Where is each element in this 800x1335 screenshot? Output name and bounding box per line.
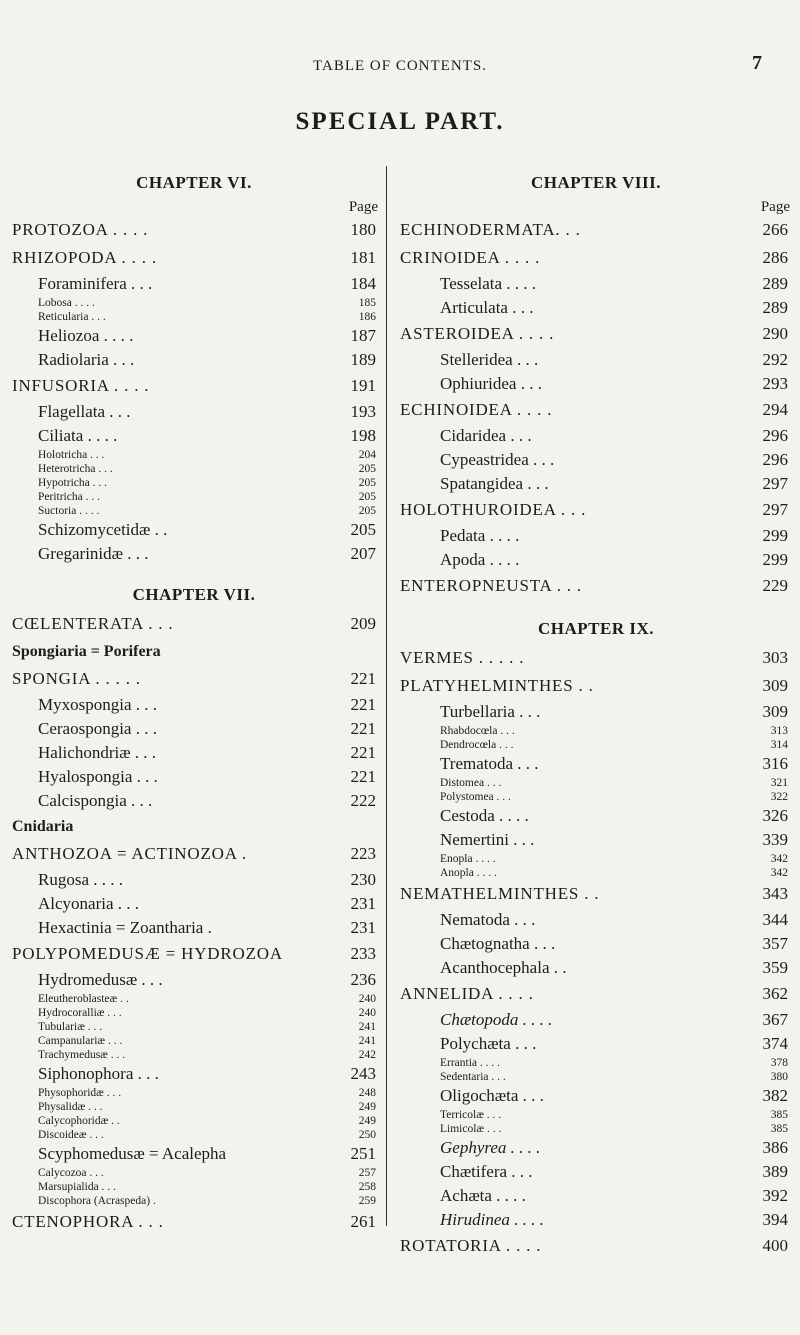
toc-entry-title: Polychæta . . . bbox=[440, 1034, 537, 1053]
toc-entry-title: ENTEROPNEUSTA . . . bbox=[400, 576, 582, 595]
toc-entry-page: 193 bbox=[350, 402, 376, 421]
toc-entry-title: Halichondriæ . . . bbox=[38, 743, 157, 762]
toc-entry-title: Campanulariæ . . . bbox=[38, 1035, 123, 1047]
toc-entry-page: 221 bbox=[350, 767, 376, 786]
toc-entry-page: 259 bbox=[358, 1195, 376, 1207]
toc-entry-page: 286 bbox=[762, 248, 788, 267]
toc-entry[interactable] bbox=[8, 542, 380, 566]
toc-entry-page: 316 bbox=[762, 754, 788, 773]
toc-entry-title: Trachymedusæ . . . bbox=[38, 1049, 126, 1061]
page-column-label: Page bbox=[760, 199, 790, 215]
toc-entry-title: ANTHOZOA = ACTINOZOA . bbox=[12, 844, 247, 863]
toc-entry[interactable] bbox=[8, 1128, 380, 1142]
toc-entry[interactable] bbox=[400, 738, 792, 752]
toc-entry[interactable] bbox=[8, 1086, 380, 1100]
toc-entry[interactable] bbox=[400, 496, 792, 524]
toc-entry[interactable] bbox=[400, 472, 792, 496]
toc-entry-page: 344 bbox=[762, 910, 788, 929]
toc-entry-title: Dendrocœla . . . bbox=[440, 739, 514, 751]
toc-entry[interactable] bbox=[400, 1136, 792, 1160]
right-column bbox=[400, 168, 792, 1260]
toc-entry[interactable] bbox=[400, 1008, 792, 1032]
toc-entry[interactable] bbox=[400, 1056, 792, 1070]
toc-entry-page: 289 bbox=[762, 298, 788, 317]
toc-entry-title: NEMATHELMINTHES . . bbox=[400, 884, 600, 903]
toc-entry[interactable] bbox=[400, 524, 792, 548]
toc-entry-page: 296 bbox=[762, 450, 788, 469]
toc-entry-title: Rugosa . . . . bbox=[38, 870, 123, 889]
toc-entry-page: 359 bbox=[762, 958, 788, 977]
toc-entry-page: 292 bbox=[762, 350, 788, 369]
toc-entry[interactable] bbox=[400, 320, 792, 348]
toc-entry-title: Hydromedusæ . . . bbox=[38, 970, 163, 989]
section-heading bbox=[8, 813, 380, 840]
toc-entry-title: Heterotricha . . . bbox=[38, 463, 113, 475]
toc-entry-title: Flagellata . . . bbox=[38, 402, 131, 421]
toc-entry-page: 258 bbox=[358, 1181, 376, 1193]
toc-entry-page: 187 bbox=[350, 326, 376, 345]
toc-entry[interactable] bbox=[400, 1070, 792, 1084]
toc-entry-page: 299 bbox=[762, 550, 788, 569]
toc-entry[interactable] bbox=[400, 776, 792, 790]
toc-entry-title: Distomea . . . bbox=[440, 777, 502, 789]
toc-entry[interactable] bbox=[400, 752, 792, 776]
toc-entry-title: Discophora (Acraspeda) . bbox=[38, 1195, 156, 1207]
toc-entry-page: 385 bbox=[770, 1123, 788, 1135]
toc-entry-page: 205 bbox=[358, 463, 376, 475]
toc-entry-page: 251 bbox=[350, 1144, 376, 1163]
toc-entry-page: 205 bbox=[358, 477, 376, 489]
toc-entry-title: Spatangidea . . . bbox=[440, 474, 549, 493]
toc-entry-page: 240 bbox=[358, 1007, 376, 1019]
toc-entry[interactable] bbox=[8, 476, 380, 490]
toc-entry[interactable] bbox=[400, 804, 792, 828]
toc-entry[interactable] bbox=[8, 765, 380, 789]
toc-entry-title: Hirudinea . . . . bbox=[440, 1210, 544, 1229]
toc-entry[interactable] bbox=[400, 724, 792, 738]
toc-entry-page: 294 bbox=[762, 400, 788, 419]
toc-entry-page: 221 bbox=[350, 719, 376, 738]
toc-entry[interactable] bbox=[400, 1032, 792, 1056]
toc-entry[interactable] bbox=[8, 1208, 380, 1236]
toc-entry-title: PLATYHELMINTHES . . bbox=[400, 676, 594, 695]
toc-entry-title: Gregarinidæ . . . bbox=[38, 544, 149, 563]
toc-entry-page: 380 bbox=[770, 1071, 788, 1083]
toc-entry-title: Marsupialida . . . bbox=[38, 1181, 116, 1193]
toc-entry[interactable] bbox=[400, 700, 792, 724]
toc-entry-title: Tubulariæ . . . bbox=[38, 1021, 103, 1033]
toc-entry[interactable] bbox=[8, 1114, 380, 1128]
toc-entry-page: 186 bbox=[358, 311, 376, 323]
toc-entry[interactable] bbox=[8, 504, 380, 518]
toc-entry-page: 322 bbox=[770, 791, 788, 803]
toc-entry[interactable] bbox=[400, 1160, 792, 1184]
toc-entry-page: 314 bbox=[770, 739, 788, 751]
toc-entry[interactable] bbox=[8, 518, 380, 542]
toc-entry-title: CRINOIDEA . . . . bbox=[400, 248, 541, 267]
toc-entry[interactable] bbox=[400, 572, 792, 600]
toc-entry-page: 321 bbox=[770, 777, 788, 789]
toc-entry-page: 236 bbox=[350, 970, 376, 989]
toc-entry-title: Scyphomedusæ = Acalepha bbox=[38, 1144, 227, 1163]
toc-entry-title: Turbellaria . . . bbox=[440, 702, 541, 721]
toc-entry-title: HOLOTHUROIDEA . . . bbox=[400, 500, 587, 519]
toc-entry[interactable] bbox=[8, 372, 380, 400]
toc-entry-title: Polystomea . . . bbox=[440, 791, 511, 803]
toc-entry-page: 221 bbox=[350, 669, 376, 688]
toc-entry[interactable] bbox=[8, 490, 380, 504]
toc-entry[interactable] bbox=[400, 1208, 792, 1232]
page-number: 7 bbox=[752, 52, 762, 74]
toc-entry[interactable] bbox=[8, 916, 380, 940]
toc-entry[interactable] bbox=[8, 1006, 380, 1020]
toc-entry-title: Errantia . . . . bbox=[440, 1057, 501, 1069]
toc-entry-title: Cypeastridea . . . bbox=[440, 450, 555, 469]
toc-entry-title: Chætifera . . . bbox=[440, 1162, 533, 1181]
toc-entry-page: 303 bbox=[762, 648, 788, 667]
toc-entry-title: Peritricha . . . bbox=[38, 491, 100, 503]
toc-entry-page: 223 bbox=[350, 844, 376, 863]
toc-entry-page: 299 bbox=[762, 526, 788, 545]
toc-entry[interactable] bbox=[400, 932, 792, 956]
toc-entry[interactable] bbox=[8, 693, 380, 717]
toc-entry-title: Articulata . . . bbox=[440, 298, 534, 317]
toc-entry[interactable] bbox=[400, 1232, 792, 1260]
toc-entry-page: 389 bbox=[762, 1162, 788, 1181]
toc-entry-title: Calcispongia . . . bbox=[38, 791, 153, 810]
toc-entry[interactable] bbox=[8, 968, 380, 992]
toc-entry[interactable] bbox=[8, 868, 380, 892]
toc-entry-page: 248 bbox=[358, 1087, 376, 1099]
toc-entry[interactable] bbox=[8, 1100, 380, 1114]
toc-entry-page: 209 bbox=[350, 614, 376, 633]
toc-entry-page: 290 bbox=[762, 324, 788, 343]
toc-entry[interactable] bbox=[400, 348, 792, 372]
toc-entry[interactable] bbox=[8, 1048, 380, 1062]
toc-entry-title: Myxospongia . . . bbox=[38, 695, 157, 714]
toc-entry[interactable] bbox=[400, 956, 792, 980]
toc-entry-page: 392 bbox=[762, 1186, 788, 1205]
toc-entry-page: 289 bbox=[762, 274, 788, 293]
toc-entry-title: Calycozoa . . . bbox=[38, 1167, 104, 1179]
toc-entry-page: 293 bbox=[762, 374, 788, 393]
toc-entry-title: Pedata . . . . bbox=[440, 526, 520, 545]
toc-entry-page: 184 bbox=[350, 274, 376, 293]
toc-entry-page: 240 bbox=[358, 993, 376, 1005]
toc-entry-page: 362 bbox=[762, 984, 788, 1003]
toc-entry-title: Chætopoda . . . . bbox=[440, 1010, 553, 1029]
toc-entry-title: Discoideæ . . . bbox=[38, 1129, 104, 1141]
toc-entry-title: ANNELIDA . . . . bbox=[400, 984, 534, 1003]
toc-entry-page: 343 bbox=[762, 884, 788, 903]
section-heading bbox=[8, 638, 380, 665]
toc-entry[interactable] bbox=[400, 828, 792, 852]
toc-entry[interactable] bbox=[8, 741, 380, 765]
chapter-heading: CHAPTER IX. bbox=[537, 619, 654, 638]
toc-entry-page: 185 bbox=[358, 297, 376, 309]
toc-entry-page: 191 bbox=[350, 376, 376, 395]
toc-entry-page: 385 bbox=[770, 1109, 788, 1121]
toc-entry[interactable] bbox=[400, 296, 792, 320]
toc-entry[interactable] bbox=[8, 400, 380, 424]
toc-entry-title: Achæta . . . . bbox=[440, 1186, 526, 1205]
toc-entry-page: 204 bbox=[358, 449, 376, 461]
toc-entry-title: Limicolæ . . . bbox=[440, 1123, 502, 1135]
toc-entry-page: 231 bbox=[350, 918, 376, 937]
toc-entry-page: 221 bbox=[350, 695, 376, 714]
toc-entry-title: Alcyonaria . . . bbox=[38, 894, 140, 913]
toc-entry-title: SPONGIA . . . . . bbox=[12, 669, 141, 688]
toc-entry-page: 233 bbox=[350, 944, 376, 963]
toc-entry[interactable] bbox=[8, 1034, 380, 1048]
toc-entry-title: Physophoridæ . . . bbox=[38, 1087, 122, 1099]
toc-entry-page: 241 bbox=[358, 1035, 376, 1047]
toc-entry[interactable] bbox=[8, 892, 380, 916]
toc-entry[interactable] bbox=[8, 310, 380, 324]
toc-entry[interactable] bbox=[8, 1166, 380, 1180]
toc-entry[interactable] bbox=[400, 908, 792, 932]
toc-entry-title: Stelleridea . . . bbox=[440, 350, 539, 369]
toc-entry-title: Siphonophora . . . bbox=[38, 1064, 159, 1083]
toc-entry[interactable] bbox=[400, 548, 792, 572]
toc-entry-page: 313 bbox=[770, 725, 788, 737]
toc-entry[interactable] bbox=[8, 348, 380, 372]
toc-entry-title: Hypotricha . . . bbox=[38, 477, 107, 489]
toc-entry-title: VERMES . . . . . bbox=[400, 648, 525, 667]
toc-entry-page: 374 bbox=[762, 1034, 788, 1053]
toc-entry[interactable] bbox=[8, 789, 380, 813]
toc-entry[interactable] bbox=[400, 1184, 792, 1208]
toc-entry[interactable] bbox=[8, 665, 380, 693]
toc-entry-title: PROTOZOA . . . . bbox=[12, 220, 149, 239]
toc-entry-title: Cestoda . . . . bbox=[440, 806, 529, 825]
toc-entry[interactable] bbox=[400, 1122, 792, 1136]
toc-entry-page: 297 bbox=[762, 500, 788, 519]
toc-entry[interactable] bbox=[8, 1020, 380, 1034]
toc-entry-page: 250 bbox=[358, 1129, 376, 1141]
toc-entry-title: INFUSORIA . . . . bbox=[12, 376, 150, 395]
toc-entry[interactable] bbox=[8, 1180, 380, 1194]
toc-entry-page: 400 bbox=[762, 1236, 788, 1255]
toc-entry[interactable] bbox=[8, 244, 380, 272]
toc-entry-page: 394 bbox=[762, 1210, 788, 1229]
toc-entry-title: ECHINODERMATA. . . bbox=[400, 220, 581, 239]
toc-entry[interactable] bbox=[400, 672, 792, 700]
toc-entry-page: 189 bbox=[350, 350, 376, 369]
toc-entry-page: 297 bbox=[762, 474, 788, 493]
toc-entry-page: 249 bbox=[358, 1115, 376, 1127]
toc-entry-page: 205 bbox=[358, 491, 376, 503]
toc-entry-title: Lobosa . . . . bbox=[38, 297, 95, 309]
toc-entry-page: 257 bbox=[358, 1167, 376, 1179]
toc-entry-title: Hexactinia = Zoantharia . bbox=[38, 918, 212, 937]
toc-entry[interactable] bbox=[8, 424, 380, 448]
toc-entry[interactable] bbox=[8, 324, 380, 348]
toc-entry-title: POLYPOMEDUSÆ = HYDROZOA bbox=[12, 944, 283, 963]
section-heading-title: Cnidaria bbox=[12, 818, 74, 835]
toc-entry-title: Nemertini . . . bbox=[440, 830, 535, 849]
toc-entry[interactable] bbox=[8, 610, 380, 638]
toc-entry-title: Suctoria . . . . bbox=[38, 505, 100, 517]
toc-entry[interactable] bbox=[400, 880, 792, 908]
toc-entry-page: 296 bbox=[762, 426, 788, 445]
toc-entry-title: Apoda . . . . bbox=[440, 550, 520, 569]
toc-entry-page: 309 bbox=[762, 702, 788, 721]
toc-entry-page: 378 bbox=[770, 1057, 788, 1069]
toc-entry-page: 241 bbox=[358, 1021, 376, 1033]
toc-entry[interactable] bbox=[400, 980, 792, 1008]
toc-entry-title: Trematoda . . . bbox=[440, 754, 539, 773]
toc-entry[interactable] bbox=[8, 840, 380, 868]
toc-entry-title: Ceraospongia . . . bbox=[38, 719, 157, 738]
toc-entry-page: 180 bbox=[350, 220, 376, 239]
section-heading-title: Spongiaria = Porifera bbox=[12, 643, 161, 660]
toc-entry-page: 309 bbox=[762, 676, 788, 695]
toc-entry-page: 342 bbox=[770, 867, 788, 879]
toc-entry-title: Eleutheroblasteæ . . bbox=[38, 993, 129, 1005]
toc-entry-title: Hydrocoralliæ . . . bbox=[38, 1007, 122, 1019]
toc-entry[interactable] bbox=[400, 852, 792, 866]
toc-entry-title: Heliozoa . . . . bbox=[38, 326, 134, 345]
toc-entry[interactable] bbox=[8, 940, 380, 968]
chapter-heading: CHAPTER VII. bbox=[132, 585, 256, 604]
page-column-label: Page bbox=[348, 199, 378, 215]
toc-entry-title: Sedentaria . . . bbox=[440, 1071, 506, 1083]
toc-entry-title: Chætognatha . . . bbox=[440, 934, 556, 953]
toc-entry-page: 261 bbox=[350, 1212, 376, 1231]
toc-entry-page: 207 bbox=[350, 544, 376, 563]
toc-entry-title: Cidaridea . . . bbox=[440, 426, 532, 445]
part-title: SPECIAL PART. bbox=[295, 108, 505, 135]
toc-entry-page: 367 bbox=[762, 1010, 788, 1029]
toc-entry-title: Foraminifera . . . bbox=[38, 274, 153, 293]
toc-entry[interactable] bbox=[400, 272, 792, 296]
toc-entry[interactable] bbox=[8, 992, 380, 1006]
chapter-heading: CHAPTER VI. bbox=[136, 173, 252, 192]
toc-entry-title: Ciliata . . . . bbox=[38, 426, 118, 445]
toc-entry[interactable] bbox=[8, 717, 380, 741]
toc-entry-title: CTENOPHORA . . . bbox=[12, 1212, 164, 1231]
toc-entry-page: 342 bbox=[770, 853, 788, 865]
toc-entry[interactable] bbox=[8, 1142, 380, 1166]
left-column bbox=[8, 168, 380, 1236]
toc-entry-page: 205 bbox=[358, 505, 376, 517]
toc-entry-title: Hyalospongia . . . bbox=[38, 767, 158, 786]
toc-entry-page: 249 bbox=[358, 1101, 376, 1113]
toc-entry-title: ECHINOIDEA . . . . bbox=[400, 400, 553, 419]
running-head: TABLE OF CONTENTS. bbox=[313, 58, 487, 74]
toc-entry[interactable] bbox=[8, 1062, 380, 1086]
toc-entry-title: RHIZOPODA . . . . bbox=[12, 248, 157, 267]
toc-entry-page: 339 bbox=[762, 830, 788, 849]
toc-entry[interactable] bbox=[400, 396, 792, 424]
toc-entry-page: 230 bbox=[350, 870, 376, 889]
toc-entry-title: Acanthocephala . . bbox=[440, 958, 567, 977]
toc-entry-title: ROTATORIA . . . . bbox=[400, 1236, 542, 1255]
toc-entry-title: ASTEROIDEA . . . . bbox=[400, 324, 555, 343]
toc-entry-page: 382 bbox=[762, 1086, 788, 1105]
toc-entry-page: 221 bbox=[350, 743, 376, 762]
toc-entry[interactable] bbox=[400, 216, 792, 244]
toc-entry[interactable] bbox=[400, 790, 792, 804]
toc-entry-title: Calycophoridæ . . bbox=[38, 1115, 120, 1127]
toc-entry[interactable] bbox=[400, 644, 792, 672]
toc-entry-title: CŒLENTERATA . . . bbox=[12, 614, 174, 633]
toc-entry-title: Ophiuridea . . . bbox=[440, 374, 542, 393]
toc-entry[interactable] bbox=[8, 1194, 380, 1208]
column-divider bbox=[386, 166, 387, 1226]
toc-entry-title: Oligochæta . . . bbox=[440, 1086, 544, 1105]
toc-entry-title: Physalidæ . . . bbox=[38, 1101, 103, 1113]
toc-entry[interactable] bbox=[400, 1108, 792, 1122]
toc-entry[interactable] bbox=[400, 866, 792, 880]
toc-entry-page: 243 bbox=[350, 1064, 376, 1083]
toc-entry-title: Terricolæ . . . bbox=[440, 1109, 502, 1121]
toc-entry-title: Reticularia . . . bbox=[38, 311, 106, 323]
toc-entry-page: 229 bbox=[762, 576, 788, 595]
toc-entry-page: 181 bbox=[350, 248, 376, 267]
toc-entry-title: Gephyrea . . . . bbox=[440, 1138, 541, 1157]
toc-entry-page: 242 bbox=[358, 1049, 376, 1061]
toc-entry-title: Anopla . . . . bbox=[440, 867, 497, 879]
toc-entry-title: Schizomycetidæ . . bbox=[38, 520, 168, 539]
toc-entry-page: 266 bbox=[762, 220, 788, 239]
toc-entry[interactable] bbox=[8, 296, 380, 310]
toc-entry-title: Nematoda . . . bbox=[440, 910, 536, 929]
toc-entry[interactable] bbox=[400, 448, 792, 472]
toc-entry-page: 386 bbox=[762, 1138, 788, 1157]
toc-entry[interactable] bbox=[8, 216, 380, 244]
toc-entry-page: 198 bbox=[350, 426, 376, 445]
toc-entry-page: 222 bbox=[350, 791, 376, 810]
toc-entry-page: 357 bbox=[762, 934, 788, 953]
toc-entry-title: Tesselata . . . . bbox=[440, 274, 537, 293]
toc-entry[interactable] bbox=[8, 448, 380, 462]
toc-entry[interactable] bbox=[400, 244, 792, 272]
toc-entry[interactable] bbox=[400, 424, 792, 448]
chapter-heading: CHAPTER VIII. bbox=[531, 173, 661, 192]
toc-entry-title: Rhabdocœla . . . bbox=[440, 725, 515, 737]
toc-entry-title: Enopla . . . . bbox=[440, 853, 496, 865]
toc-entry-page: 326 bbox=[762, 806, 788, 825]
toc-entry-page: 205 bbox=[350, 520, 376, 539]
toc-entry-page: 231 bbox=[350, 894, 376, 913]
toc-entry[interactable] bbox=[8, 462, 380, 476]
toc-entry[interactable] bbox=[400, 1084, 792, 1108]
toc-entry[interactable] bbox=[400, 372, 792, 396]
toc-entry[interactable] bbox=[8, 272, 380, 296]
toc-entry-title: Radiolaria . . . bbox=[38, 350, 135, 369]
toc-entry-title: Holotricha . . . bbox=[38, 449, 105, 461]
